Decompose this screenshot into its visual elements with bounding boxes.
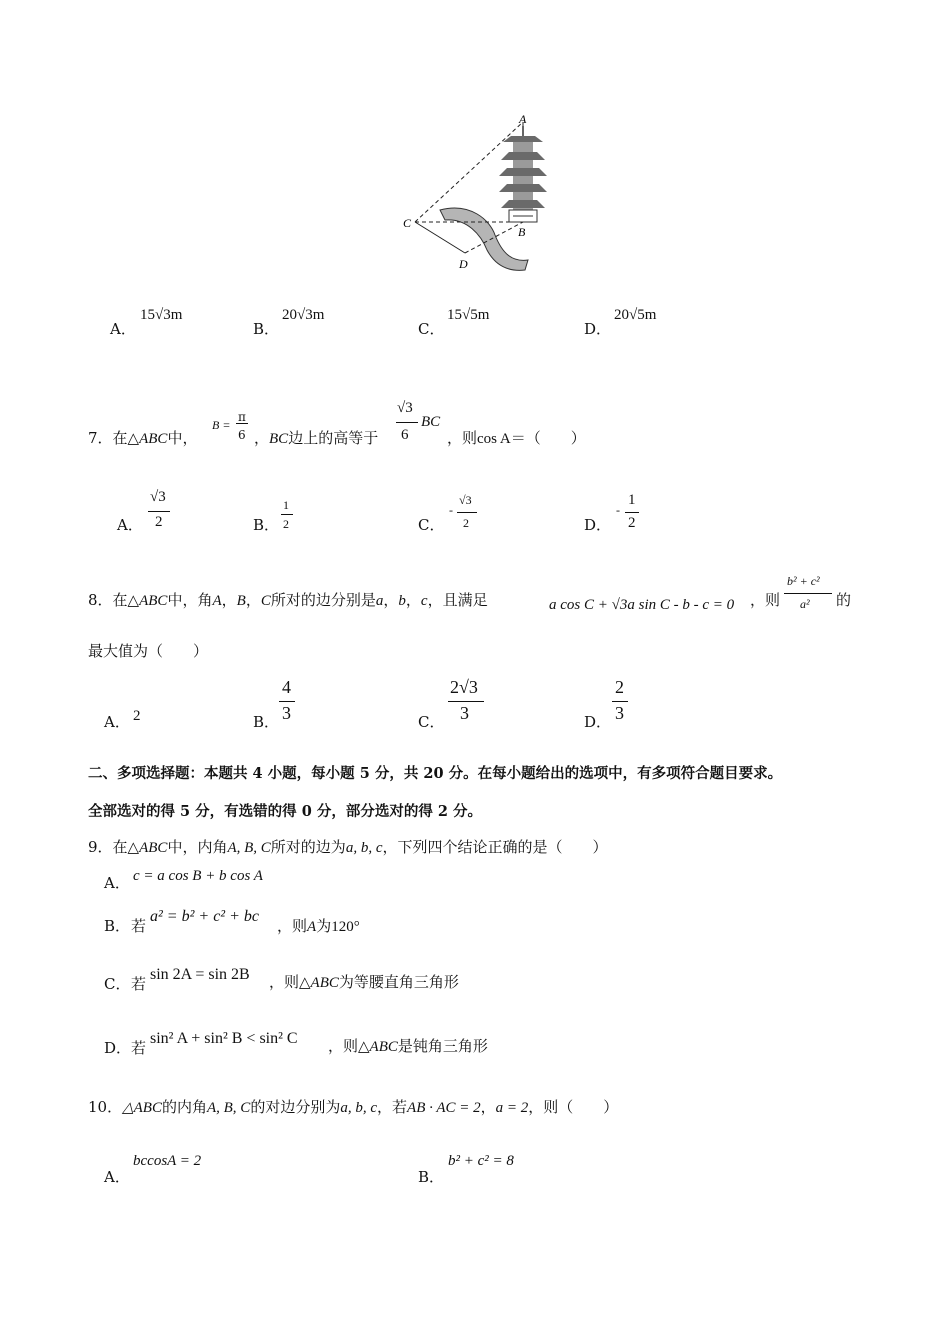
q7-b-cond: B =	[212, 418, 231, 432]
q10-a-eq: bccosA = 2	[133, 1153, 202, 1169]
q8-then: ，则	[750, 591, 781, 609]
q7-stem-c: ，则cos A＝（ ）	[447, 429, 586, 447]
pagoda-figure	[395, 110, 555, 280]
q9-option-c[interactable]: C．	[104, 975, 131, 993]
q10-option-b[interactable]: B．	[418, 1168, 445, 1186]
q7-option-c[interactable]: C．	[418, 516, 445, 534]
q8-equation: a cos C + √3a sin C - b - c = 0	[549, 597, 735, 613]
q7-d-sign: -	[616, 503, 620, 517]
line-cd	[415, 222, 465, 253]
q7-b-den: 2	[283, 517, 289, 531]
q8-c-den: 3	[460, 703, 469, 723]
label-b: B	[518, 225, 526, 239]
q8-option-d[interactable]: D．	[584, 713, 612, 731]
q8-option-b[interactable]: B．	[253, 713, 280, 731]
q6-option-d-value: 20√5m	[614, 307, 657, 323]
q10-stem: 10．△ABC的内角A, B, C的对边分别为a, b, c，若AB · AC = 2，a = 2，则（ ）	[88, 1098, 619, 1116]
q7-stem-b: ，BC边上的高等于	[254, 429, 379, 447]
q7-frac-bar	[236, 423, 248, 424]
q8-c-num: 2√3	[450, 677, 478, 697]
q9-c-eq: sin 2A = sin 2B	[150, 966, 250, 983]
q7-option-b[interactable]: B．	[253, 516, 280, 534]
q6-option-c-value: 15√5m	[447, 307, 490, 323]
q6-option-b[interactable]: B．	[253, 320, 280, 338]
q10-b-eq: b² + c² = 8	[448, 1153, 514, 1169]
q9-d-then: ，则△ABC是钝角三角形	[328, 1037, 488, 1055]
q7-six: 6	[238, 428, 246, 442]
q7-stem: 7．在△ABC中，	[88, 429, 198, 447]
q9-b-ruo: 若	[131, 917, 147, 935]
pagoda-icon	[499, 126, 547, 222]
label-a: A	[519, 112, 527, 126]
q10-option-a[interactable]: A．	[104, 1168, 130, 1186]
q8-frac-num: b² + c²	[787, 574, 820, 588]
q9-d-ruo: 若	[131, 1039, 147, 1057]
q8-a-value: 2	[133, 708, 141, 724]
q8-c-bar	[448, 701, 484, 702]
label-c: C	[403, 216, 412, 230]
q7-pi: π	[238, 410, 246, 424]
q7-a-num: √3	[150, 489, 166, 505]
q7-d-den: 2	[628, 515, 636, 531]
q7-a-bar	[148, 511, 170, 512]
q9-c-then: ，则△ABC为等腰直角三角形	[269, 973, 459, 991]
q7-c-sign: -	[449, 503, 453, 517]
label-d: D	[459, 257, 468, 271]
q8-b-num: 4	[282, 677, 291, 697]
q8-b-bar	[279, 701, 295, 702]
q6-option-c[interactable]: C．	[418, 320, 445, 338]
q7-six2: 6	[401, 427, 409, 443]
q7-option-d[interactable]: D．	[584, 516, 612, 534]
q7-c-bar	[457, 512, 477, 513]
section-2-heading: 二、多项选择题：本题共 4 小题，每小题 5 分，共 20 分。在每小题给出的选项中，有多项符合题目要求。	[88, 765, 783, 782]
q7-c-num: √3	[459, 493, 472, 507]
q8-option-a[interactable]: A．	[104, 713, 130, 731]
q8-option-c[interactable]: C．	[418, 713, 445, 731]
q6-option-a-value: 15√3m	[140, 307, 183, 323]
q9-option-a[interactable]: A．	[104, 874, 130, 892]
q8-b-den: 3	[282, 703, 291, 723]
section-2-heading-line2: 全部选对的得 5 分，有选错的得 0 分，部分选对的得 2 分。	[88, 803, 483, 820]
q7-sqrt3: √3	[397, 400, 413, 416]
q8-stem: 8．在△ABC中，角A，B，C所对的边分别是a，b，c，且满足	[88, 591, 488, 609]
q7-frac-bar-2	[396, 422, 418, 423]
q7-d-bar	[625, 512, 639, 513]
q6-option-d[interactable]: D．	[584, 320, 612, 338]
q7-bc2: BC	[421, 414, 441, 430]
q8-line2: 最大值为（ ）	[88, 642, 209, 660]
q6-option-a[interactable]: A．	[110, 320, 136, 338]
q8-d-bar	[612, 701, 628, 702]
q9-b-then: ，则A为120°	[277, 917, 360, 935]
q7-b-num: 1	[283, 498, 289, 512]
q8-d-den: 3	[615, 703, 624, 723]
q9-b-eq: a² = b² + c² + bc	[150, 908, 259, 925]
q9-c-ruo: 若	[131, 975, 147, 993]
q6-option-b-value: 20√3m	[282, 307, 325, 323]
q9-stem: 9．在△ABC中，内角A, B, C所对的边为a, b, c，下列四个结论正确的是（ ）	[88, 838, 608, 856]
q7-d-num: 1	[628, 492, 636, 508]
q8-d-num: 2	[615, 677, 624, 697]
q9-option-d[interactable]: D．	[104, 1039, 132, 1057]
q9-a-eq: c = a cos B + b cos A	[133, 868, 263, 884]
q8-de: 的	[836, 591, 852, 609]
q7-b-bar	[281, 514, 293, 515]
q7-c-den: 2	[463, 516, 469, 530]
q9-option-b[interactable]: B．	[104, 917, 131, 935]
q7-option-a[interactable]: A．	[117, 516, 143, 534]
q8-frac-den: a²	[800, 597, 810, 611]
q8-frac-bar	[784, 593, 832, 594]
q7-a-den: 2	[155, 514, 163, 530]
q9-d-eq: sin² A + sin² B < sin² C	[150, 1030, 298, 1047]
